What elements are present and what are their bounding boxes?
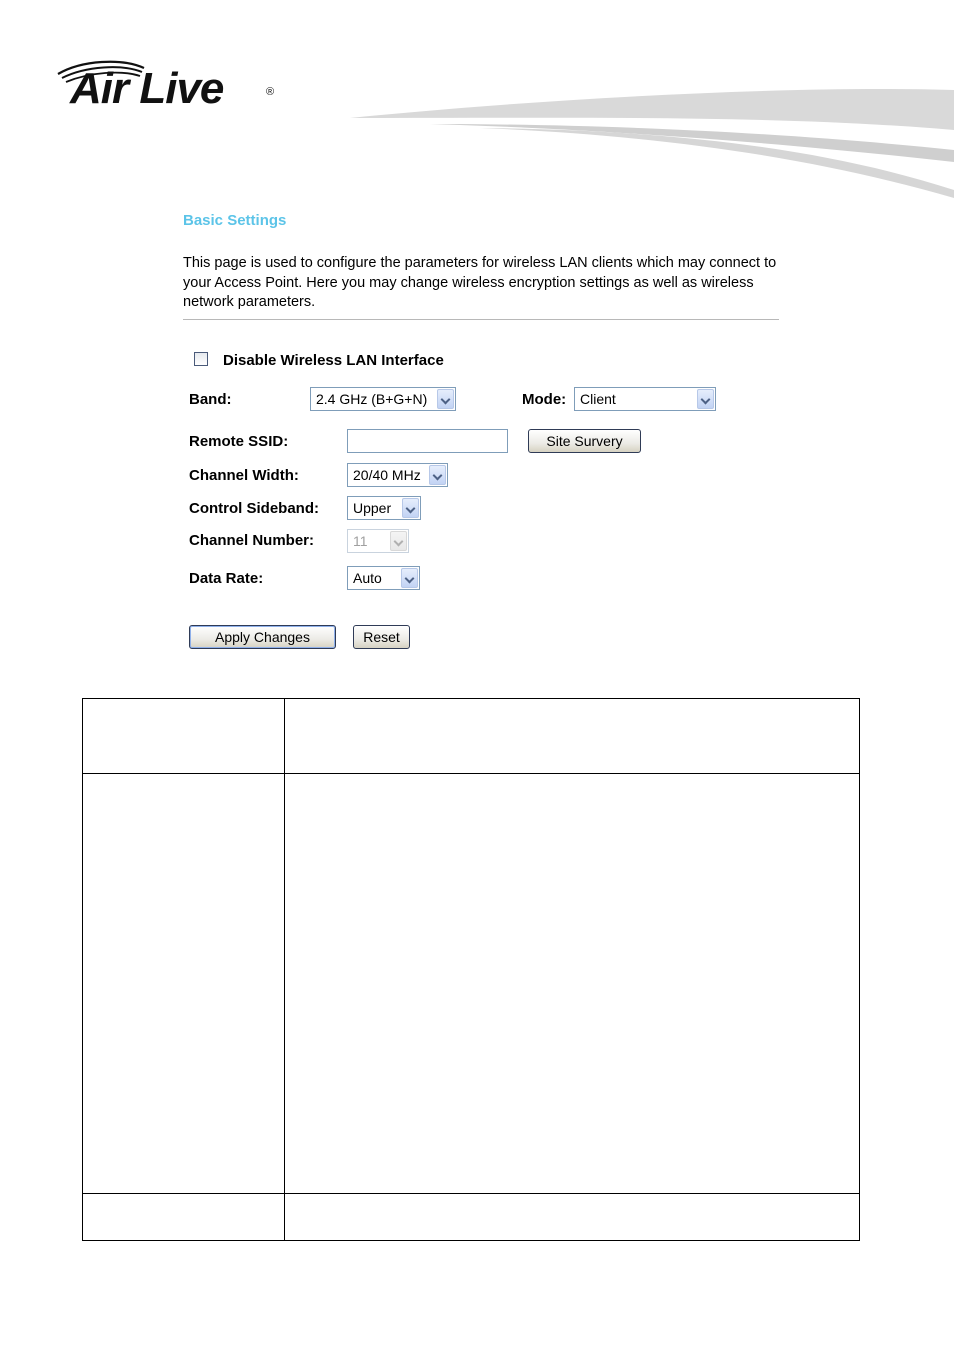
table-column-divider — [284, 699, 285, 1240]
page-title: Basic Settings — [183, 212, 287, 229]
channel-width-select[interactable] — [347, 463, 448, 487]
description-table — [82, 698, 860, 1241]
reset-button[interactable]: Reset — [353, 625, 410, 649]
remote-ssid-input[interactable] — [347, 429, 508, 453]
page-description: This page is used to configure the parameters for wireless LAN clients which may connect to your Access Point. Here you may change wireless encryption settings as well as wireless network parameters. — [183, 255, 777, 310]
channel-width-label: Channel Width: — [189, 467, 299, 484]
chevron-down-icon — [390, 531, 407, 551]
registered-mark: ® — [266, 86, 275, 98]
control-sideband-value: Upper — [353, 500, 392, 516]
chevron-down-icon — [697, 389, 714, 409]
site-survey-button[interactable]: Site Survery — [528, 429, 641, 453]
channel-width-value: 20/40 MHz — [353, 467, 421, 483]
chevron-down-icon — [429, 465, 446, 485]
airlive-logo — [52, 58, 292, 128]
mode-value: Client — [580, 391, 616, 407]
remote-ssid-label: Remote SSID: — [189, 433, 289, 450]
data-rate-value: Auto — [353, 570, 382, 586]
band-select[interactable] — [310, 387, 456, 411]
disable-wlan-label: Disable Wireless LAN Interface — [223, 352, 444, 369]
chevron-down-icon — [402, 498, 419, 518]
chevron-down-icon — [401, 568, 418, 588]
divider — [183, 319, 779, 320]
apply-changes-button[interactable]: Apply Changes — [189, 625, 336, 649]
chevron-down-icon — [437, 389, 454, 409]
band-label: Band: — [189, 391, 232, 408]
mode-select[interactable] — [574, 387, 716, 411]
logo-wordmark: Air Live — [70, 64, 224, 113]
data-rate-label: Data Rate: — [189, 570, 264, 587]
control-sideband-select[interactable] — [347, 496, 421, 520]
band-value: 2.4 GHz (B+G+N) — [316, 391, 428, 407]
channel-number-select — [347, 529, 409, 553]
disable-wlan-checkbox[interactable] — [194, 352, 208, 366]
channel-number-value: 11 — [353, 533, 368, 549]
data-rate-select[interactable] — [347, 566, 420, 590]
channel-number-label: Channel Number: — [189, 532, 315, 549]
mode-label: Mode: — [522, 391, 567, 408]
table-row-divider — [83, 1193, 859, 1194]
table-row-divider — [83, 773, 859, 774]
header-swoosh-graphic — [330, 80, 954, 210]
control-sideband-label: Control Sideband: — [189, 500, 319, 517]
